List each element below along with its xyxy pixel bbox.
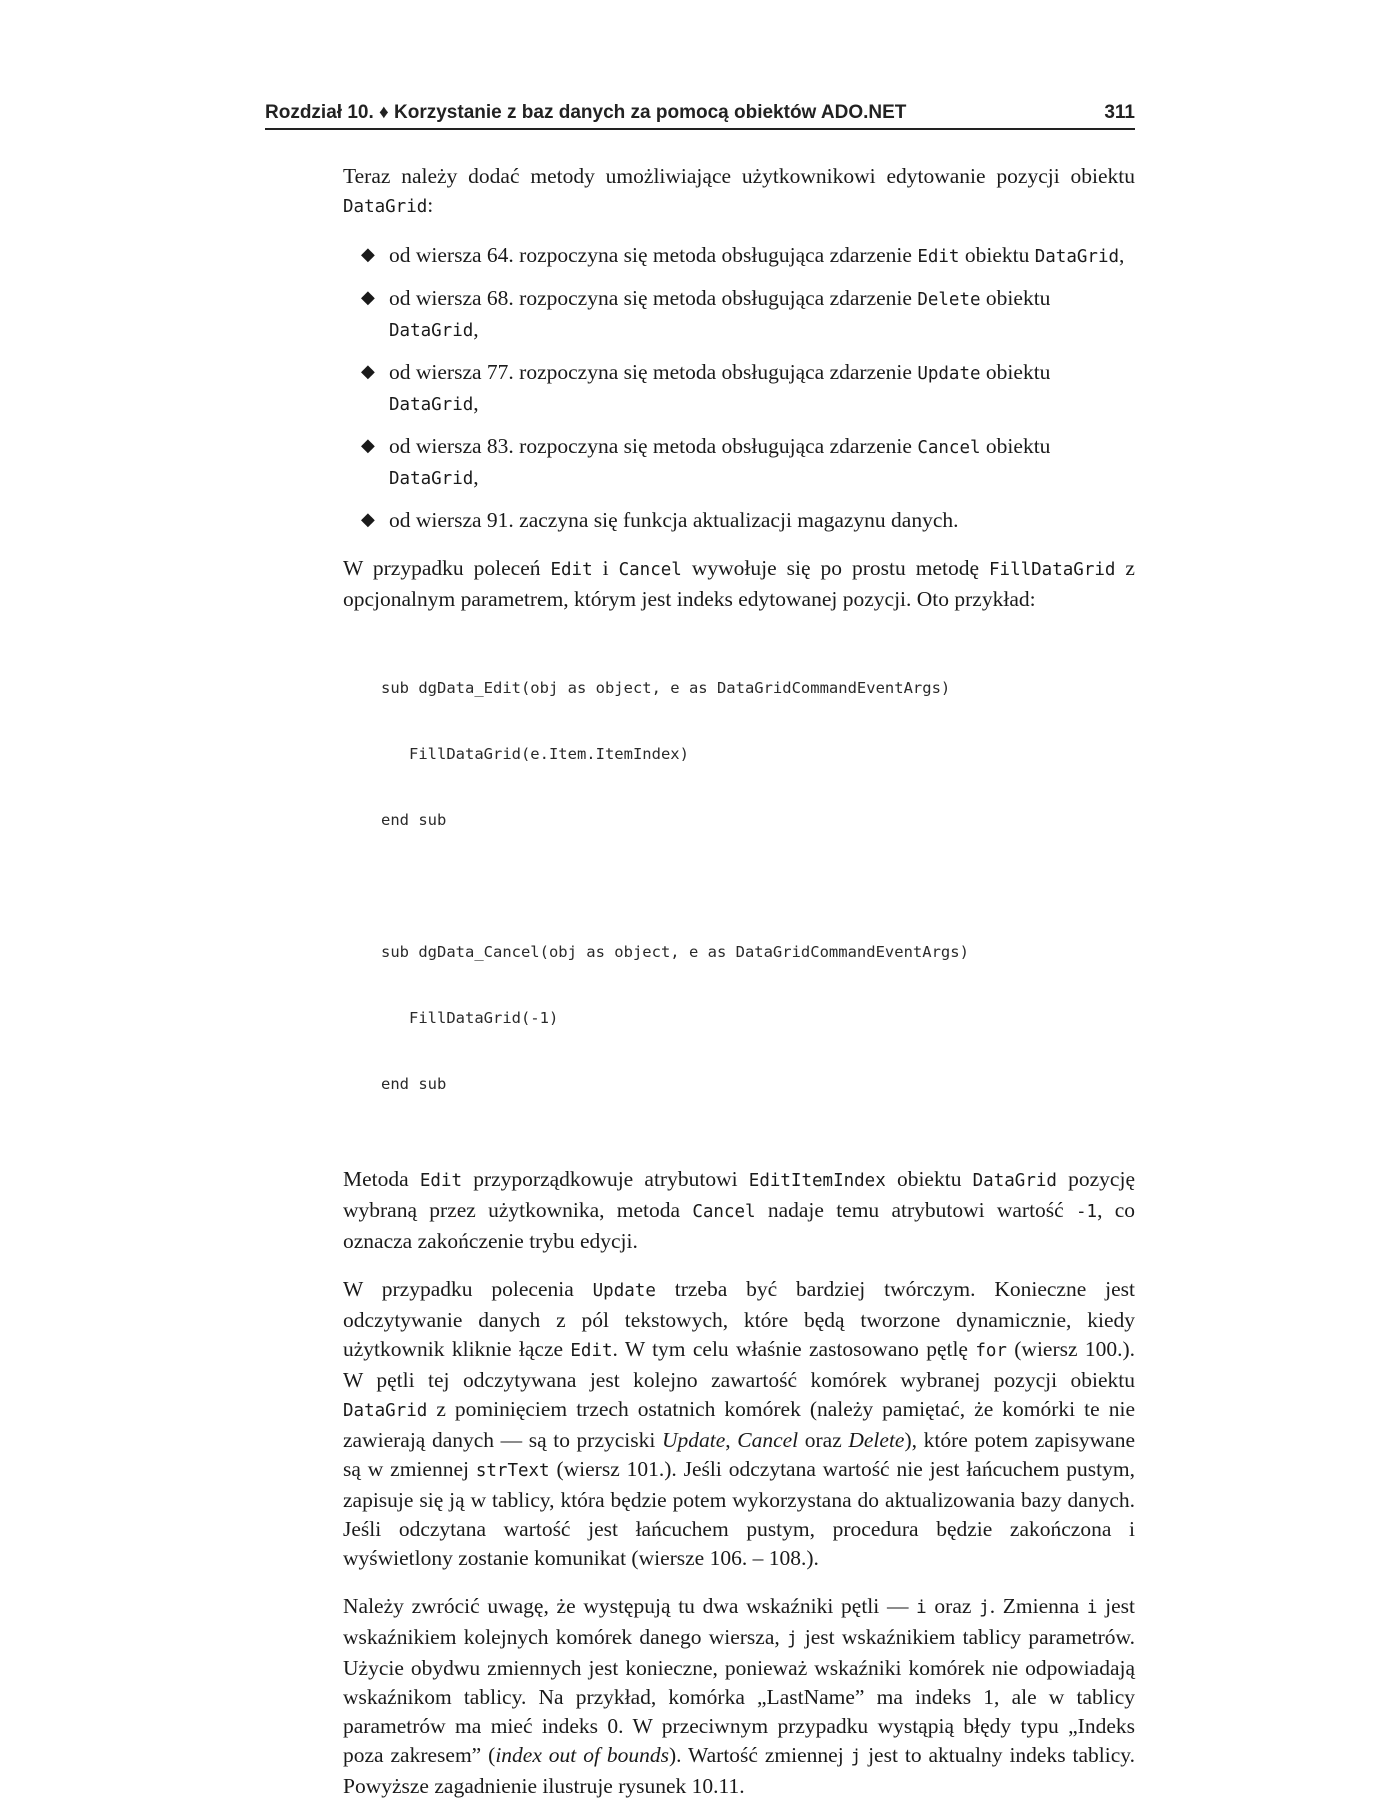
paragraph-edit-method: Metoda Edit przyporządkowuje atrybutowi EditItemIndex obiektu DataGrid pozycję wybraną przez użytkownika, metoda Cancel nadaje temu atrybutowi wartość -1, co oznacza zakończenie trybu edycji.: [343, 1167, 1136, 1253]
diamond-bullet-icon: ◆: [361, 361, 375, 382]
chapter-heading: [265, 100, 906, 126]
code-line: FillDataGrid(-1): [381, 1009, 559, 1027]
paragraph-edit-cancel: W przypadku poleceń Edit i Cancel wywołuje się po prostu metodę FillDataGrid z opcjonalnym parametrem, którym jest indeks edytowanej pozycji. Oto przykład:: [343, 556, 1135, 611]
code-line: sub dgData_Edit(obj as object, e as DataGridCommandEventArgs): [381, 679, 951, 697]
chapter-title: Korzystanie z baz danych za pomocą obiektów ADO.NET: [394, 102, 907, 123]
chapter-label: Rozdział 10.: [265, 102, 374, 123]
list-item: ◆ od wiersza 91. zaczyna się funkcja aktualizacji magazynu danych.: [361, 508, 959, 532]
paragraph-update: W przypadku polecenia Update trzeba być bardziej twórczym. Konieczne jest odczytywanie danych z pól tekstowych, które będą tworzone dynamicznie, kiedy użytkownik kliknie łącze Edit. W tym celu właśnie zastosowano pętlę for (wiersz 100.). W pętli tej odczytywana jest kolejno zawartość komórek wybranej pozycji obiektu DataGrid z pominięciem trzech ostatnich komórek (należy pamiętać, że komórki te nie zawierają danych — są to przyciski Update, Cancel oraz Delete), które potem zapisywane są w zmiennej strText (wiersz 101.). Jeśli odczytana wartość nie jest łańcuchem pustym, zapisuje się ją w tablicy, która będzie potem wykorzystana do aktualizowania bazy danych. Jeśli odczytana wartość jest łańcuchem pustym, procedura będzie zakończona i wyświetlony zostanie komunikat (wiersze 106. – 108.).: [343, 1277, 1136, 1570]
code-listing: [381, 633, 1135, 1139]
code-line: end sub: [381, 1075, 447, 1093]
list-item: ◆ od wiersza 64. rozpoczyna się metoda obsługująca zdarzenie Edit obiektu DataGrid,: [361, 243, 1125, 267]
diamond-bullet-icon: ◆: [361, 287, 375, 308]
list-item: ◆ od wiersza 77. rozpoczyna się metoda obsługująca zdarzenie Update obiektu DataGrid,: [361, 360, 1051, 415]
code-line: sub dgData_Cancel(obj as object, e as DataGridCommandEventArgs): [381, 943, 969, 961]
diamond-bullet-icon: ◆: [361, 509, 375, 530]
intro-paragraph: Teraz należy dodać metody umożliwiające użytkownikowi edytowanie pozycji obiektu DataGrid:: [343, 164, 1135, 217]
event-method-list: [343, 241, 1135, 535]
page-body: [343, 162, 1135, 1820]
code-line: end sub: [381, 811, 447, 829]
code-line: FillDataGrid(e.Item.ItemIndex): [381, 745, 689, 763]
diamond-bullet-icon: ◆: [361, 244, 375, 265]
running-header: [265, 100, 1135, 126]
code-line: [381, 875, 1135, 897]
diamond-separator-icon: ♦: [379, 102, 389, 123]
header-rule: [265, 128, 1135, 130]
paragraph-loop-indexes: Należy zwrócić uwagę, że występują tu dwa wskaźniki pętli — i oraz j. Zmienna i jest wskaźnikiem kolejnych komórek danego wiersza, j jest wskaźnikiem tablicy parametrów. Użycie obydwu zmiennych jest konieczne, ponieważ wskaźniki komórek nie odpowiadają wskaźnikom tablicy. Na przykład, komórka „LastName” ma indeks 1, ale w tablicy parametrów ma mieć indeks 0. W przeciwnym przypadku wystąpią błędy typu „Indeks poza zakresem” (index out of bounds). Wartość zmiennej j jest to aktualny indeks tablicy. Powyższe zagadnienie ilustruje rysunek 10.11.: [343, 1594, 1136, 1798]
page-number: 311: [1104, 102, 1135, 123]
list-item: ◆ od wiersza 68. rozpoczyna się metoda obsługująca zdarzenie Delete obiektu DataGrid,: [361, 286, 1051, 341]
list-item: ◆ od wiersza 83. rozpoczyna się metoda obsługująca zdarzenie Cancel obiektu DataGrid,: [361, 434, 1051, 489]
diamond-bullet-icon: ◆: [361, 435, 375, 456]
